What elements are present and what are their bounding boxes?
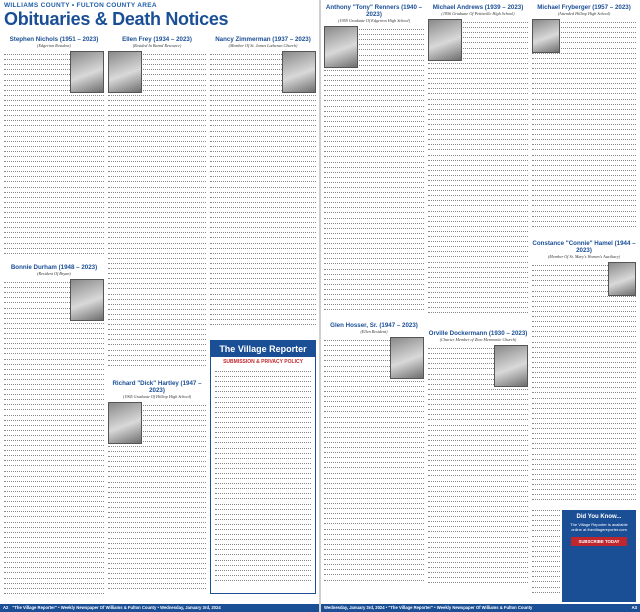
banner-region: WILLIAMS COUNTY • FULTON COUNTY AREA [4,2,157,9]
banner-title: Obituaries & Death Notices [4,9,229,29]
ad-title: Did You Know... [576,514,622,520]
footer-text: "The Village Reporter" • Weekly Newspaper Of Williams & Fulton County • Wednesday, January 3rd, 2024 [12,605,221,610]
footer-text: Wednesday, January 3rd, 2024 • "The Village Reporter" • Weekly Newspaper Of Williams & Fulton County [324,605,533,610]
section-banner [4,2,316,32]
portrait-photo [108,51,142,93]
obituary-glen-hosser [324,322,424,594]
obituary-subtitle: (1956 Graduate Of Pettisville High School) [441,11,515,16]
obituary-michael-andrews [428,4,528,326]
obituary-nancy-zimmerman [210,36,316,336]
obituary-subtitle: (Ellen Resident) [360,329,388,334]
portrait-photo [282,51,316,93]
portrait-photo [532,19,560,53]
obituary-name: Bonnie Durham (1948 – 2023) [10,264,98,271]
obituary-ellen-frey [108,36,206,376]
obituary-name: Constance "Connie" Hamel (1944 – 2023) [532,240,636,254]
obituary-body [108,50,206,366]
obituary-name: Michael Andrews (1939 – 2023) [432,4,524,11]
obituary-body [532,506,560,593]
obituary-subtitle: (Attended Hilltop High School) [557,11,611,16]
obituary-constance-hamel [532,240,636,502]
portrait-photo [390,337,424,379]
obituary-anthony-renners [324,4,424,318]
obituary-name: Richard "Dick" Hartley (1947 – 2023) [112,380,202,394]
obituary-body [4,278,104,594]
obituary-name: Stephen Nichols (1951 – 2023) [9,36,99,43]
portrait-photo [70,279,104,321]
obituary-subtitle: (Member Of St. Mary's Women's Auxiliary) [547,254,621,259]
village-reporter-logo: The Village Reporter [211,341,315,357]
obituary-subtitle: (Charter Member of Zion Mennonite Church) [439,337,517,342]
obituary-orville-dockermann [428,330,528,594]
subscribe-button[interactable]: SUBSCRIBE TODAY [571,537,627,546]
obituary-continued [532,506,560,594]
obituary-subtitle: (Resident Of Bryan) [37,271,71,276]
obituary-name: Nancy Zimmerman (1937 – 2023) [215,36,311,43]
obituary-name: Ellen Frey (1934 – 2023) [122,36,192,43]
portrait-photo [108,402,142,444]
obituary-subtitle: (Resided In Barnd Resource) [132,43,182,48]
obituary-name: Glen Hosser, Sr. (1947 – 2023) [330,322,418,329]
portrait-photo [428,19,462,61]
page-number: A2 [3,605,9,610]
subscription-ad [562,510,636,602]
ad-body: The Village Reporter is available online at thevillagereporter.com [570,522,628,532]
obituary-body [532,261,636,500]
left-footer [0,604,319,612]
portrait-photo [494,345,528,387]
obituary-body [428,18,528,313]
village-reporter-policy-box [210,340,316,594]
portrait-photo [608,262,636,296]
page-number: A3 [631,605,637,610]
obituary-name: Michael Fryberger (1957 – 2023) [537,4,631,11]
obituary-name: Anthony "Tony" Renners (1940 – 2023) [325,4,423,18]
portrait-photo [70,51,104,93]
obituary-subtitle: (Edgerton Resident) [37,43,71,48]
obituary-bonnie-durham [4,264,104,594]
obituary-michael-fryberger [532,4,636,236]
obituary-name: Orville Dockermann (1930 – 2023) [428,330,528,337]
obituary-subtitle: (Member Of St. James Lutheran Church) [228,43,298,48]
obituary-richard-hartley [108,380,206,594]
right-footer [321,604,640,612]
obituary-subtitle: (1959 Graduate Of Edgerton High School) [338,18,410,23]
portrait-photo [324,26,358,68]
obituary-stephen-nichols [4,36,104,260]
policy-text [211,365,315,583]
policy-heading: SUBMISSION & PRIVACY POLICY [223,359,303,365]
obituary-subtitle: (1965 Graduate Of Hilltop High School) [122,394,192,399]
